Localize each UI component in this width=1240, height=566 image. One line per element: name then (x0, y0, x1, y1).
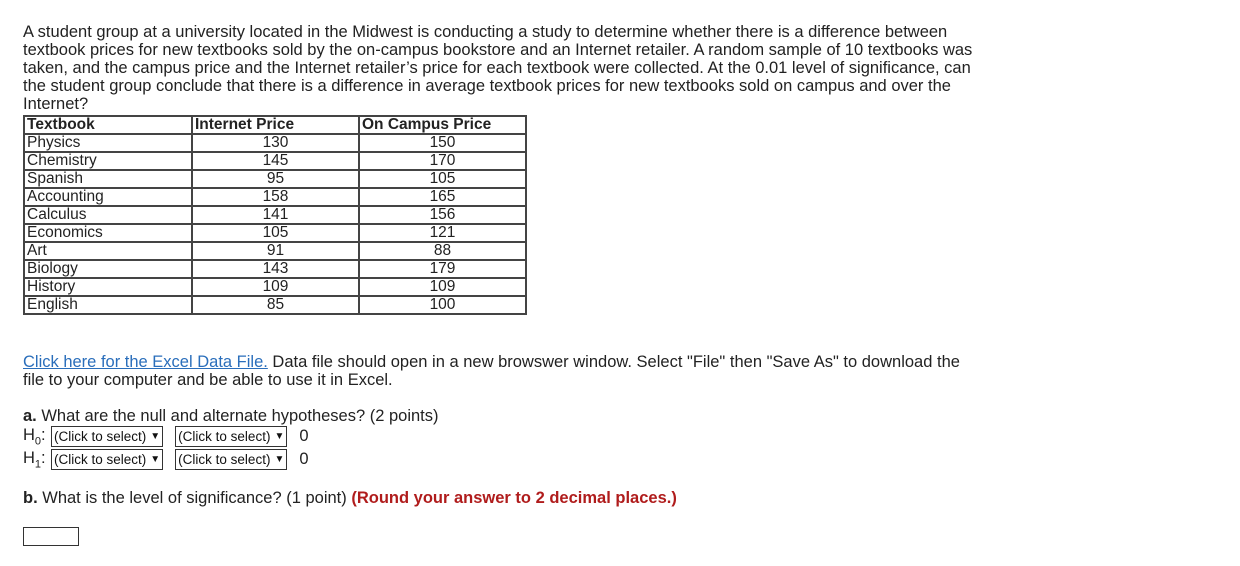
cell-internet-price: 145 (192, 152, 359, 170)
cell-internet-price: 85 (192, 296, 359, 314)
table-header-row (24, 116, 526, 134)
header-on-campus-price: On Campus Price (359, 116, 526, 134)
cell-internet-price: 91 (192, 242, 359, 260)
cell-textbook: English (24, 296, 192, 314)
question-a (23, 407, 439, 426)
cell-internet-price: 143 (192, 260, 359, 278)
question-b (23, 489, 677, 508)
question-b-text: What is the level of significance? (1 point) (37, 489, 352, 507)
question-a-prefix: a. (23, 407, 37, 425)
h1-label: $H_1$: (23, 449, 46, 471)
chevron-down-icon: ▼ (150, 431, 161, 443)
cell-campus-price: 105 (359, 170, 526, 188)
chevron-down-icon: ▼ (274, 431, 285, 443)
table-row (24, 278, 526, 296)
cell-campus-price: 179 (359, 260, 526, 278)
excel-instructions (23, 353, 973, 389)
table-row (24, 188, 526, 206)
cell-textbook: Economics (24, 224, 192, 242)
table-row (24, 152, 526, 170)
cell-textbook: Art (24, 242, 192, 260)
chevron-down-icon: ▼ (274, 454, 285, 466)
cell-internet-price: 105 (192, 224, 359, 242)
cell-textbook: Biology (24, 260, 192, 278)
question-b-prefix: b. (23, 489, 38, 507)
cell-campus-price: 109 (359, 278, 526, 296)
table-row (24, 296, 526, 314)
cell-textbook: Physics (24, 134, 192, 152)
cell-campus-price: 170 (359, 152, 526, 170)
chevron-down-icon: ▼ (150, 454, 161, 466)
cell-campus-price: 150 (359, 134, 526, 152)
table-row (24, 170, 526, 188)
cell-campus-price: 121 (359, 224, 526, 242)
cell-internet-price: 130 (192, 134, 359, 152)
problem-statement: A student group at a university located in the Midwest is conducting a study to determine whether there is a difference between textbook prices for new textbooks sold by the on-campus bookstore and an Internet retailer. A random sample of 10 textbooks was taken, and the campus price and the Internet retailer’s price for each textbook were collected. At the 0.01 level of significance, can the student group conclude that there is a difference in average textbook prices for new textbooks sold on campus and over the Internet? (23, 23, 973, 113)
table-row (24, 260, 526, 278)
header-textbook: Textbook (24, 116, 192, 134)
h1-operator-select[interactable]: (Click to select) ▼ (175, 449, 287, 470)
rounding-instruction: (Round your answer to 2 decimal places.) (351, 489, 677, 507)
cell-campus-price: 100 (359, 296, 526, 314)
cell-campus-price: 165 (359, 188, 526, 206)
question-a-text: What are the null and alternate hypotheses? (2 points) (36, 407, 439, 425)
alternate-hypothesis-row (23, 449, 309, 470)
h1-value: 0 (299, 450, 309, 469)
cell-internet-price: 158 (192, 188, 359, 206)
cell-internet-price: 109 (192, 278, 359, 296)
table-row (24, 224, 526, 242)
cell-campus-price: 88 (359, 242, 526, 260)
h0-operator-select[interactable]: (Click to select) ▼ (175, 426, 287, 447)
table-row (24, 206, 526, 224)
h1-parameter-select[interactable]: (Click to select) ▼ (51, 449, 163, 470)
cell-textbook: History (24, 278, 192, 296)
cell-textbook: Calculus (24, 206, 192, 224)
textbook-price-table (23, 115, 527, 315)
significance-answer-input[interactable] (23, 527, 79, 546)
cell-textbook: Chemistry (24, 152, 192, 170)
table-row (24, 134, 526, 152)
header-internet-price: Internet Price (192, 116, 359, 134)
h0-label: $H_0$: (23, 426, 46, 448)
cell-textbook: Accounting (24, 188, 192, 206)
null-hypothesis-row (23, 426, 309, 447)
excel-instructions-text: Data file should open in a new browswer window. Select "File" then "Save As" to download the file to your computer and be able to use it in Excel. (23, 353, 960, 389)
excel-data-file-link[interactable]: Click here for the Excel Data File. (23, 353, 268, 371)
table-row (24, 242, 526, 260)
h0-value: 0 (299, 427, 309, 446)
cell-internet-price: 95 (192, 170, 359, 188)
cell-textbook: Spanish (24, 170, 192, 188)
h0-parameter-select[interactable]: (Click to select) ▼ (51, 426, 163, 447)
cell-internet-price: 141 (192, 206, 359, 224)
cell-campus-price: 156 (359, 206, 526, 224)
